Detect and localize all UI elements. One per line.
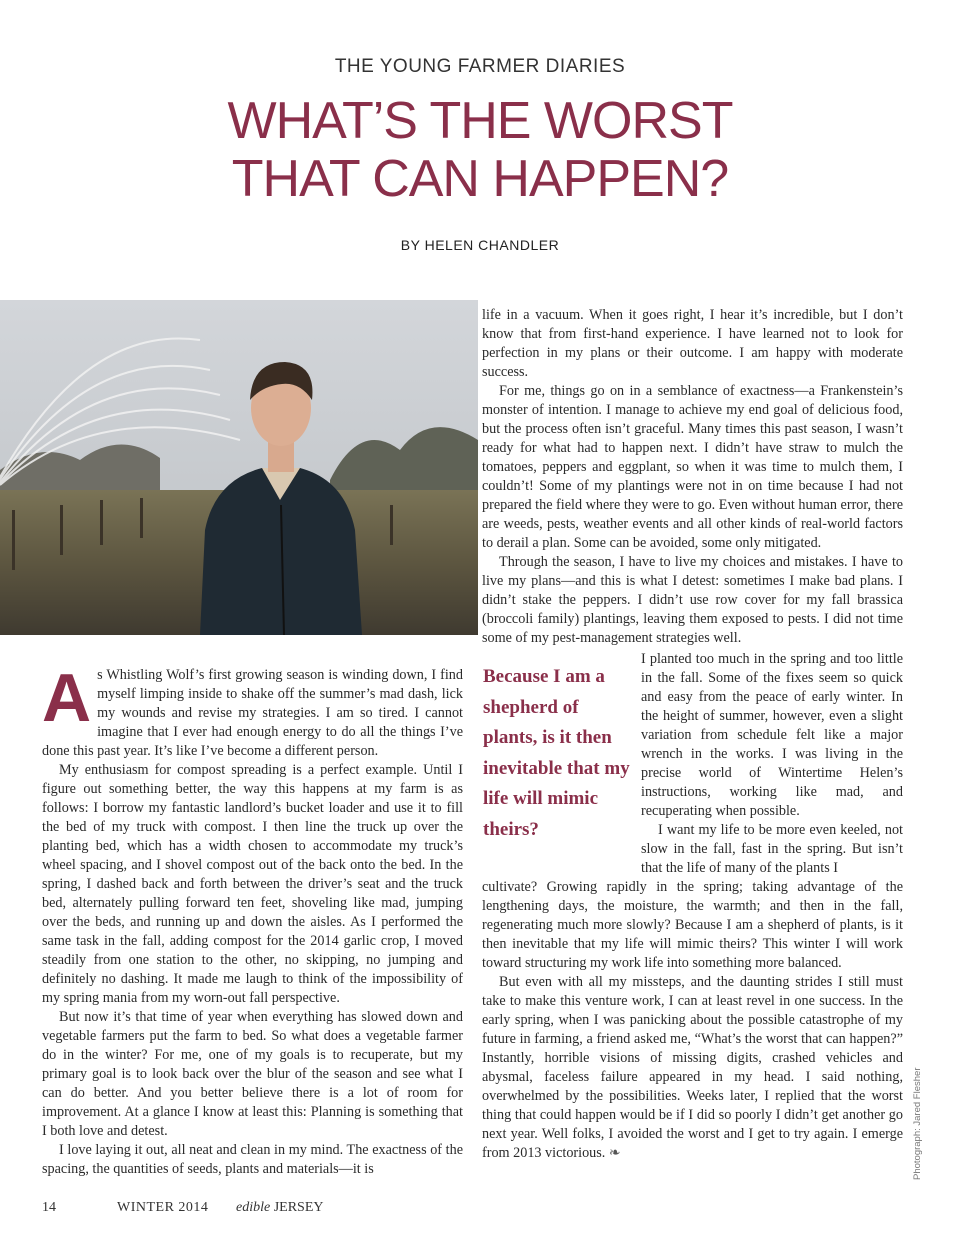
headline-line-1: WHAT’S THE WORST (227, 92, 733, 150)
photo-credit: Photograph: Jared Flesher (912, 1067, 923, 1180)
headline-line-2: THAT CAN HAPPEN? (231, 150, 729, 208)
paragraph: cultivate? Growing rapidly in the spring; taking advantage of the lengthening days, the moisture, the warmth; and then in the fall, regenerating much more slowly? Because I am a shepherd of plants, is it then inevitable that my life will mimic theirs? This winter I will work toward structuring my work life into something more balanced. (482, 879, 903, 971)
paragraph: life in a vacuum. When it goes right, I hear it’s incredible, but I don’t know that from first-hand experience. I have learned not to look for perfection in my plans or their outcome. I am happy with moderate success. (482, 307, 903, 380)
byline: BY HELEN CHANDLER (400, 237, 560, 253)
paragraph: Through the season, I have to live my choices and mistakes. I have to live my plans—and this is what I detest: sometimes I make bad plans. I didn’t stake the peppers. I didn’t use row cover for my fall brassica (broccoli family) plantings, leaving them exposed to pests. I did not time some of my pest-management strategies well. (482, 554, 903, 646)
end-mark-icon: ❧ (608, 1145, 621, 1161)
paragraph: My enthusiasm for compost spreading is a perfect example. Until I figure out something better, the way this happens at my farm is as follows: I borrow my fantastic landlord’s bucket loader and use it to fill the bed of my truck with compost. I then line the truck up over the planting bed, which has a width chosen to accommodate my truck’s wheel spacing, and I shovel compost out of the back onto the bed. In the spring, I dashed back and forth between the driver’s seat and the truck bed, alternately pulling forward ten feet, shoveling like mad, jumping over the beds, and running up and down the aisles. As I performed the same task in the fall, adding compost for the 2014 garlic crop, I moved steadily from one station to the other, no skipping, no jumping and definitely no dashing. It made me laugh to think of the impossibility of my spring mania from my worn-out fall perspective. (42, 762, 463, 1006)
article-column-right-bottom (482, 878, 903, 1163)
headline (0, 92, 960, 208)
farmer-photo (0, 300, 478, 635)
publication-caps: JERSEY (273, 1200, 324, 1215)
pull-quote: Because I am a shepherd of plants, is it then inevitable that my life will mimic theirs? (483, 666, 630, 840)
publication-name (236, 1200, 324, 1216)
publication-italic: edible (236, 1200, 271, 1215)
paragraph: For me, things go on in a semblance of exactness—a Frankenstein’s monster of intention. I manage to achieve my end goal of delicious food, but the process often isn’t graceful. Many times this past season, I wasn’t ready for what had to happen next. I didn’t have straw to mulch the tomatoes, peppers and eggplant, so when it was time to mulch them, I couldn’t! Some of my plantings were not in on time because I had not prepared the field where they were to go. Even without human error, there are weeds, pests, weather events and all other kinds of real-world factors to derail a plan. Some can be avoided, some only mitigated. (482, 383, 903, 551)
paragraph: I planted too much in the spring and too little in the fall. Some of the fixes seem so quick and easy from the peace of early winter. In the height of summer, however, even a slight variation from schedule felt like a major wrench in the works. I was living in the precise world of Wintertime Helen’s instructions, working like mad, and recuperating when possible. (641, 651, 903, 819)
paragraph (482, 973, 903, 1163)
page-number: 14 (42, 1200, 56, 1215)
article-column-right-top (482, 306, 903, 648)
article-column-right-narrow (641, 650, 903, 878)
final-paragraph-text: But even with all my missteps, and the daunting strides I still must take to make this venture work, I can at least revel in one success. In the early spring, when I was panicking about the possible catastrophe of my future in farming, a friend asked me, “What’s the worst that can happen?” Instantly, horrible visions of missing digits, crashed vehicles and abysmal, faceless failure appeared in my head. I said nothing, overwhelmed by the possibilities. Weeks later, I replied that the worst thing that could happen would be if I did so poorly I didn’t get another go next year. Well folks, I avoided the worst and I get to try again. I emerge from 2013 victorious. (482, 974, 903, 1161)
issue-label: WINTER 2014 (117, 1200, 209, 1215)
paragraph: But now it’s that time of year when everything has slowed down and vegetable farmers put the farm to bed. So what does a vegetable farmer do in the winter? For me, one of my goals is to recuperate, but my primary goal is to look back over the blur of the season and see what I can do better. And you better believe there is a lot of room for improvement. At a glance I know at least this: Planning is something that I both love and detest. (42, 1009, 463, 1139)
paragraph: s Whistling Wolf’s first growing season is winding down, I find myself limping inside to shake off the summer’s mad dash, lick my wounds and revise my strategies. I am so tired. I cannot imagine that I ever had enough energy to do all the things I’ve done this past year. It’s like I’ve become a different person. (42, 667, 463, 759)
article-column-left (42, 660, 463, 1179)
farmer-photo-illustration (0, 300, 478, 635)
series-title: THE YOUNG FARMER DIARIES (334, 56, 626, 77)
paragraph: I want my life to be more even keeled, not slow in the fall, fast in the spring. But isn’t that the life of many of the plants I (641, 822, 903, 876)
paragraph: I love laying it out, all neat and clean in my mind. The exactness of the spacing, the quantities of seeds, plants and materials—it is (42, 1142, 463, 1177)
drop-cap: A (42, 660, 92, 736)
